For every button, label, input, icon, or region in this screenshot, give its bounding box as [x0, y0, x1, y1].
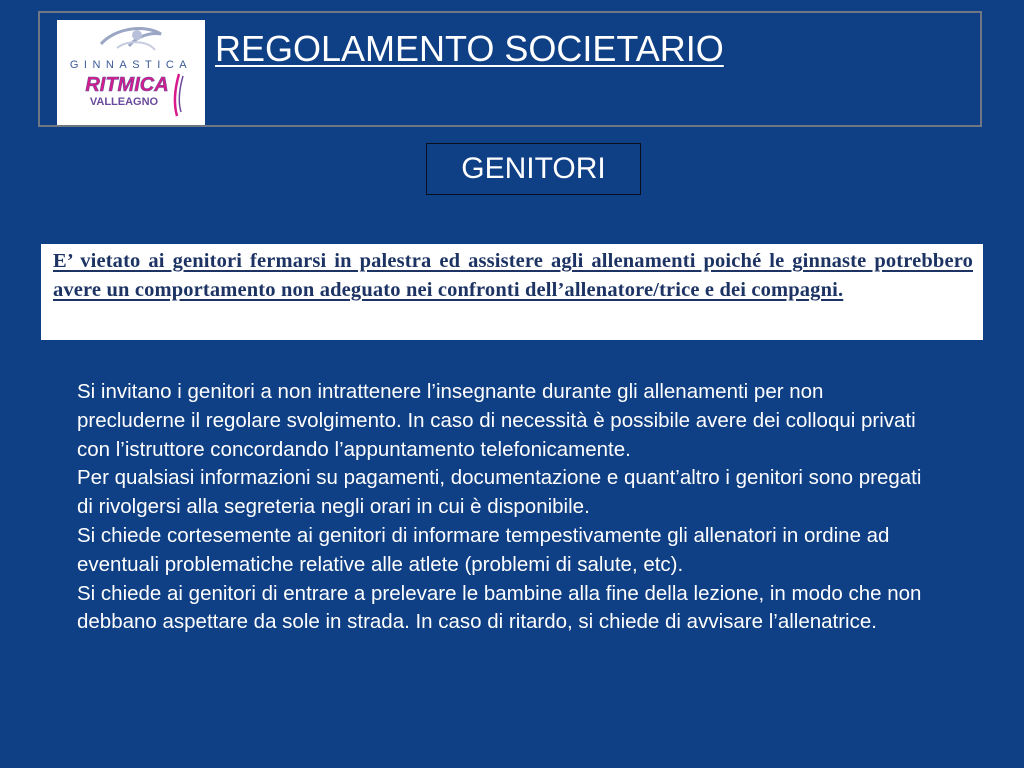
logo-middle-text: RITMICA [85, 74, 169, 96]
body-paragraph: Si invitano i genitori a non intrattenere l’insegnante durante gli allenamenti per non precluderne il regolare svolgimento. In caso di necessità è possibile avere dei colloqui privati con l’istruttore concordando l’appuntamento telefonicamente. [77, 380, 916, 461]
body-paragraph: Si chiede ai genitori di entrare a prelevare le bambine alla fine della lezione, in modo che non debbano aspettare da sole in strada. In caso di ritardo, si chiede di avvisare l’allenatrice. [77, 581, 922, 634]
section-title: GENITORI [461, 152, 606, 185]
gymnast-logo-icon [57, 20, 205, 125]
notice-text: E’ vietato ai genitori fermarsi in palestra ed assistere agli allenamenti poiché le ginnaste potrebbero avere un comportamento non adeguato nei confronti dell’allenatore/trice e dei compagni. [53, 250, 973, 301]
body-paragraph: Per qualsiasi informazioni su pagamenti, documentazione e quant’altro i genitori sono pregati di rivolgersi alla segreteria negli orari in cui è disponibile. [77, 466, 922, 519]
logo-top-text: GINNASTICA [69, 59, 193, 71]
section-header [426, 143, 641, 195]
body-paragraph: Si chiede cortesemente ai genitori di informare tempestivamente gli allenatori in ordine ad eventuali problematiche relative alle atlete (problemi di salute, etc). [77, 523, 890, 576]
logo-bottom-text: VALLEAGNO [89, 96, 159, 108]
body-text [77, 378, 927, 637]
notice-box [41, 244, 983, 340]
page-title: REGOLAMENTO SOCIETARIO [215, 28, 724, 69]
club-logo [57, 20, 205, 125]
